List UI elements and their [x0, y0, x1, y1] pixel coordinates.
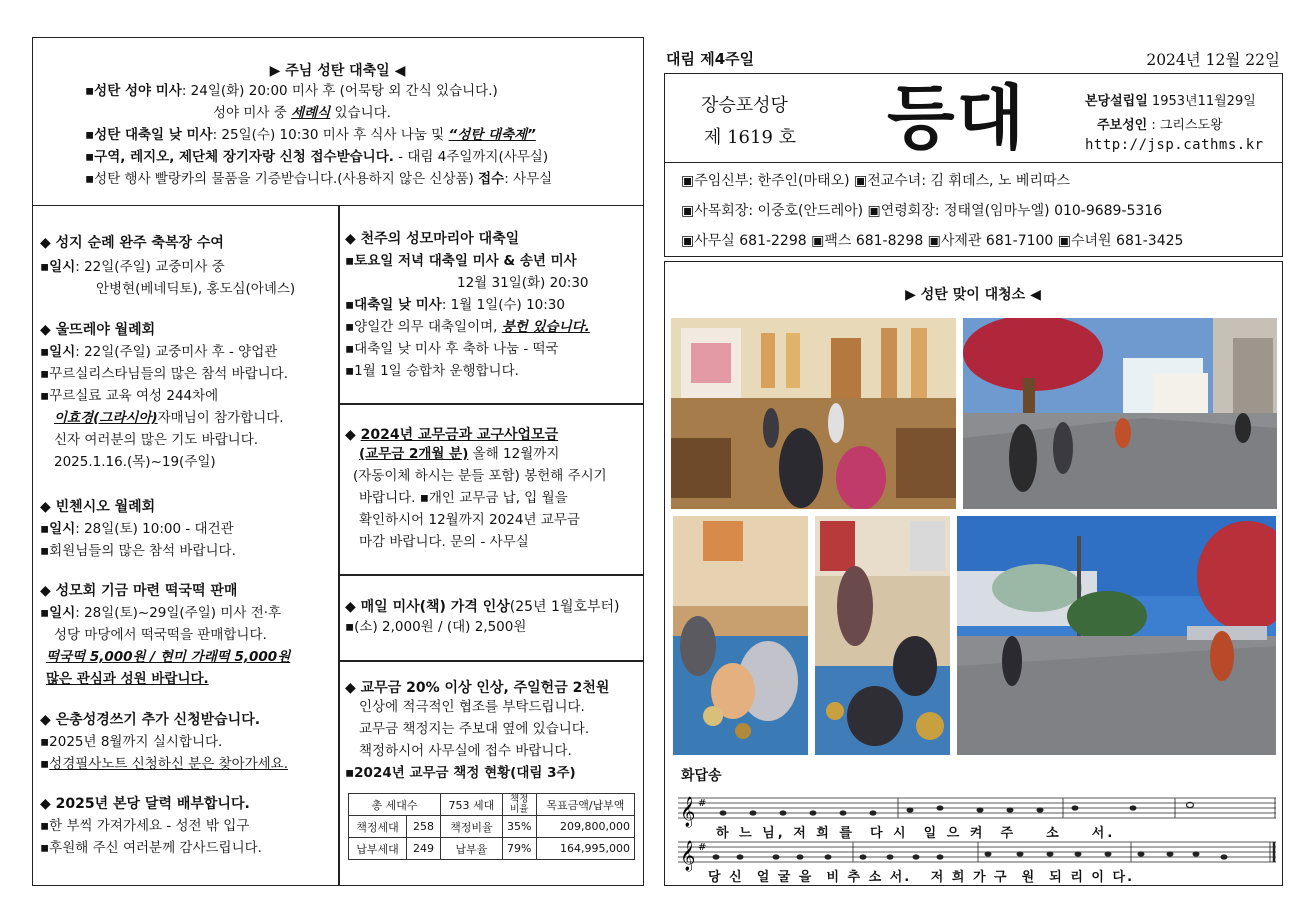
missal-price-heading: ◆ 매일 미사(책) 가격 인상(25년 1월호부터) [345, 599, 620, 615]
staff-line-1: ▣주임신부: 한주인(마태오) ▣전교수녀: 김 휘데스, 노 베리따스 [681, 173, 1071, 189]
founding-date: 본당설립일 1953년11월29일 [1085, 94, 1256, 109]
ultreya-line-6: 2025.1.16.(목)~19(주일) [54, 454, 216, 470]
svg-text:𝄞: 𝄞 [680, 841, 696, 871]
svg-text:#: # [698, 798, 707, 809]
christmas-notice-title: ▶ 주님 성탄 대축일 ◀ [269, 63, 406, 79]
table-header-amount: 목표금액/납부액 [536, 794, 634, 816]
issue-number: 제 1619 호 [704, 127, 797, 148]
baptism-line: 성야 미사 중 세례식 있습니다. [213, 105, 391, 121]
ultreya-date: ▪일시: 22일(주일) 교중미사 후 - 양업관 [40, 344, 278, 360]
table-row: 책정세대 258 책정비율 35% 209,800,000 [349, 816, 635, 838]
photo-courtyard-sweeping [963, 318, 1277, 509]
mary-feast-line-4: ▪양일간 의무 대축일이며, 붕헌 있습니다. [345, 319, 590, 335]
dues-increase-line-1: 인상에 적극적인 협조를 부탁드립니다. [359, 699, 585, 715]
column-divider [338, 205, 340, 886]
christmas-notice-box [32, 37, 644, 206]
photo-brass-polishing [815, 516, 950, 755]
bible-writing-line-2: ▪성경필사노트 신청하신 분은 찾아가세요. [40, 756, 289, 772]
mary-feast-line-6: ▪1월 1일 승합차 운행합니다. [345, 363, 519, 379]
christmas-eve-mass-line: ▪성탄 성야 미사: 24일(화) 20:00 미사 후 (어묵탕 외 간식 있습니다.) [85, 83, 498, 99]
table-header-rate: 책정 비율 [502, 794, 536, 816]
dues-increase-heading: ◆ 교무금 20% 이상 인상, 주일헌금 2천원 [345, 680, 610, 696]
staff-line-2: ▣사목회장: 이중호(안드레아) ▣연령회장: 정태열(임마누엘) 010-9689-5316 [681, 203, 1163, 219]
divider-2 [338, 574, 644, 576]
dues-increase-line-3: 책정하시어 사무실에 접수 바랍니다. [359, 743, 572, 759]
patron-saint: 주보성인 : 그리스도왕 [1097, 118, 1223, 133]
divider-1 [338, 403, 644, 405]
ultreya-line-4: 이효경(그라시아)자매님이 참가합니다. [54, 410, 284, 426]
bulletin-logo: 등대 [887, 77, 1027, 159]
photo-grotto-courtyard [957, 516, 1276, 755]
svg-text:𝄞: 𝄞 [680, 797, 696, 827]
table-header-households: 총 세대수 [349, 794, 441, 816]
rice-cake-heading: ◆ 성모회 기금 마련 떡국떡 판매 [40, 583, 238, 599]
psalm-label: 화답송 [681, 768, 722, 784]
table-header-count: 753 세대 [440, 794, 502, 816]
ultreya-line-3: ▪꾸르실료 교육 여성 244차에 [40, 388, 219, 404]
mary-feast-line-2: 12월 31일(화) 20:30 [457, 275, 589, 291]
svg-text:#: # [698, 842, 707, 853]
church-dues-line-2: (자동이체 하시는 분들 포함) 봉헌해 주시기 [353, 468, 607, 484]
church-dues-line-1: (교무금 2개월 분) 올해 12월까지 [359, 446, 560, 462]
ultreya-line-5: 신자 여러분의 많은 기도 바랍니다. [54, 432, 259, 448]
vincent-heading: ◆ 빈첸시오 월례회 [40, 499, 156, 515]
rice-cake-prices: 떡국떡 5,000원 / 현미 가래떡 5,000원 [46, 649, 291, 665]
calendar-line-1: ▪한 부씩 가져가세요 - 성전 밖 입구 [40, 818, 250, 834]
liturgical-week: 대림 제4주일 [666, 50, 755, 68]
church-dues-line-5: 마감 바랍니다. 문의 - 사무실 [359, 534, 529, 550]
staff-line-3: ▣사무실 681-2298 ▣팩스 681-8298 ▣사제관 681-7100 ▣수녀원 681-3425 [681, 233, 1184, 249]
mary-feast-line-1: ▪토요일 저녁 대축일 미사 & 송년 미사 [345, 253, 577, 269]
talent-show-line: ▪구역, 레지오, 제단체 장기자랑 신청 접수받습니다. - 대림 4주일까지(사무실) [85, 149, 549, 165]
christmas-day-mass-line: ▪성탄 대축일 낮 미사: 25일(수) 10:30 미사 후 식사 나눔 및 “성탄 대축제” [85, 127, 536, 143]
masthead-box [664, 73, 1283, 163]
dues-increase-line-4: ▪2024년 교무금 책정 현황(대림 3주) [345, 765, 576, 781]
ultreya-heading: ◆ 울뜨레야 월례회 [40, 322, 156, 338]
church-dues-heading: ◆ 2024년 교무금과 교구사업모금 [345, 427, 559, 443]
church-dues-line-4: 확인하시어 12월까지 2024년 교무금 [359, 512, 580, 528]
mary-feast-line-5: ▪대축일 낮 미사 후 축하 나눔 - 떡국 [345, 341, 559, 357]
photo-section-title: ▶ 성탄 맞이 대청소 ◀ [905, 287, 1041, 303]
photo-church-interior [671, 318, 956, 509]
ultreya-line-2: ▪꾸르실리스타님들의 많은 참석 바랍니다. [40, 366, 289, 382]
rice-cake-line-2: 성당 마당에서 떡국떡을 판매합니다. [54, 627, 267, 643]
mary-feast-heading: ◆ 천주의 성모마리아 대축일 [345, 231, 520, 247]
divider-3 [338, 660, 644, 662]
dues-increase-line-2: 교무금 책정지는 주보대 옆에 있습니다. [359, 721, 590, 737]
psalm-lyrics-2: 당 신 얼 굴 을 비 추 소 서. 저 희 가 구 원 되 리 이 다. [708, 870, 1135, 885]
pilgrimage-date: ▪일시: 22일(주일) 교중미사 중 [40, 259, 225, 275]
pilgrimage-names: 안병현(베네딕토), 홍도심(아녜스) [96, 281, 296, 297]
mary-feast-line-3: ▪대축일 낮 미사: 1월 1일(수) 10:30 [345, 297, 565, 313]
psalm-lyrics-1: 하 느 님, 저 희 를 다 시 일 으 켜 주 소 서. [716, 826, 1116, 841]
dues-status-table [348, 793, 635, 860]
pilgrimage-heading: ◆ 성지 순례 완주 축복장 수여 [40, 235, 224, 251]
calendar-line-2: ▪후원해 주신 여러분께 감사드립니다. [40, 840, 262, 856]
bible-writing-heading: ◆ 은총성경쓰기 추가 신청받습니다. [40, 712, 261, 728]
vincent-line-2: ▪회원님들의 많은 참석 바랍니다. [40, 543, 236, 559]
rice-cake-line-4: 많은 관심과 성원 바랍니다. [46, 671, 209, 687]
rice-cake-date: ▪일시: 28일(토)~29일(주일) 미사 전·후 [40, 605, 282, 621]
photo-indoor-cleaning-group [673, 516, 808, 755]
bible-writing-line-1: ▪2025년 8월까지 실시합니다. [40, 734, 223, 750]
missal-price-line: ▪(소) 2,000원 / (대) 2,500원 [345, 619, 527, 635]
parish-name: 장승포성당 [701, 95, 788, 116]
calendar-heading: ◆ 2025년 본당 달력 배부합니다. [40, 796, 250, 812]
church-dues-line-3: 바랍니다. ▪개인 교무금 납, 입 월을 [359, 490, 568, 506]
bulletin-date: 2024년 12월 22일 [1146, 51, 1280, 69]
table-row: 납부세대 249 납부율 79% 164,995,000 [349, 838, 635, 860]
staff-info-box [664, 162, 1283, 257]
parish-url[interactable]: http://jsp.cathms.kr [1085, 137, 1264, 153]
donation-line: ▪성탄 행사 빨랑카의 물품을 기증받습니다.(사용하지 않은 신상품) 접수: 사무실 [85, 171, 553, 187]
vincent-date: ▪일시: 28일(토) 10:00 - 대건관 [40, 521, 234, 537]
